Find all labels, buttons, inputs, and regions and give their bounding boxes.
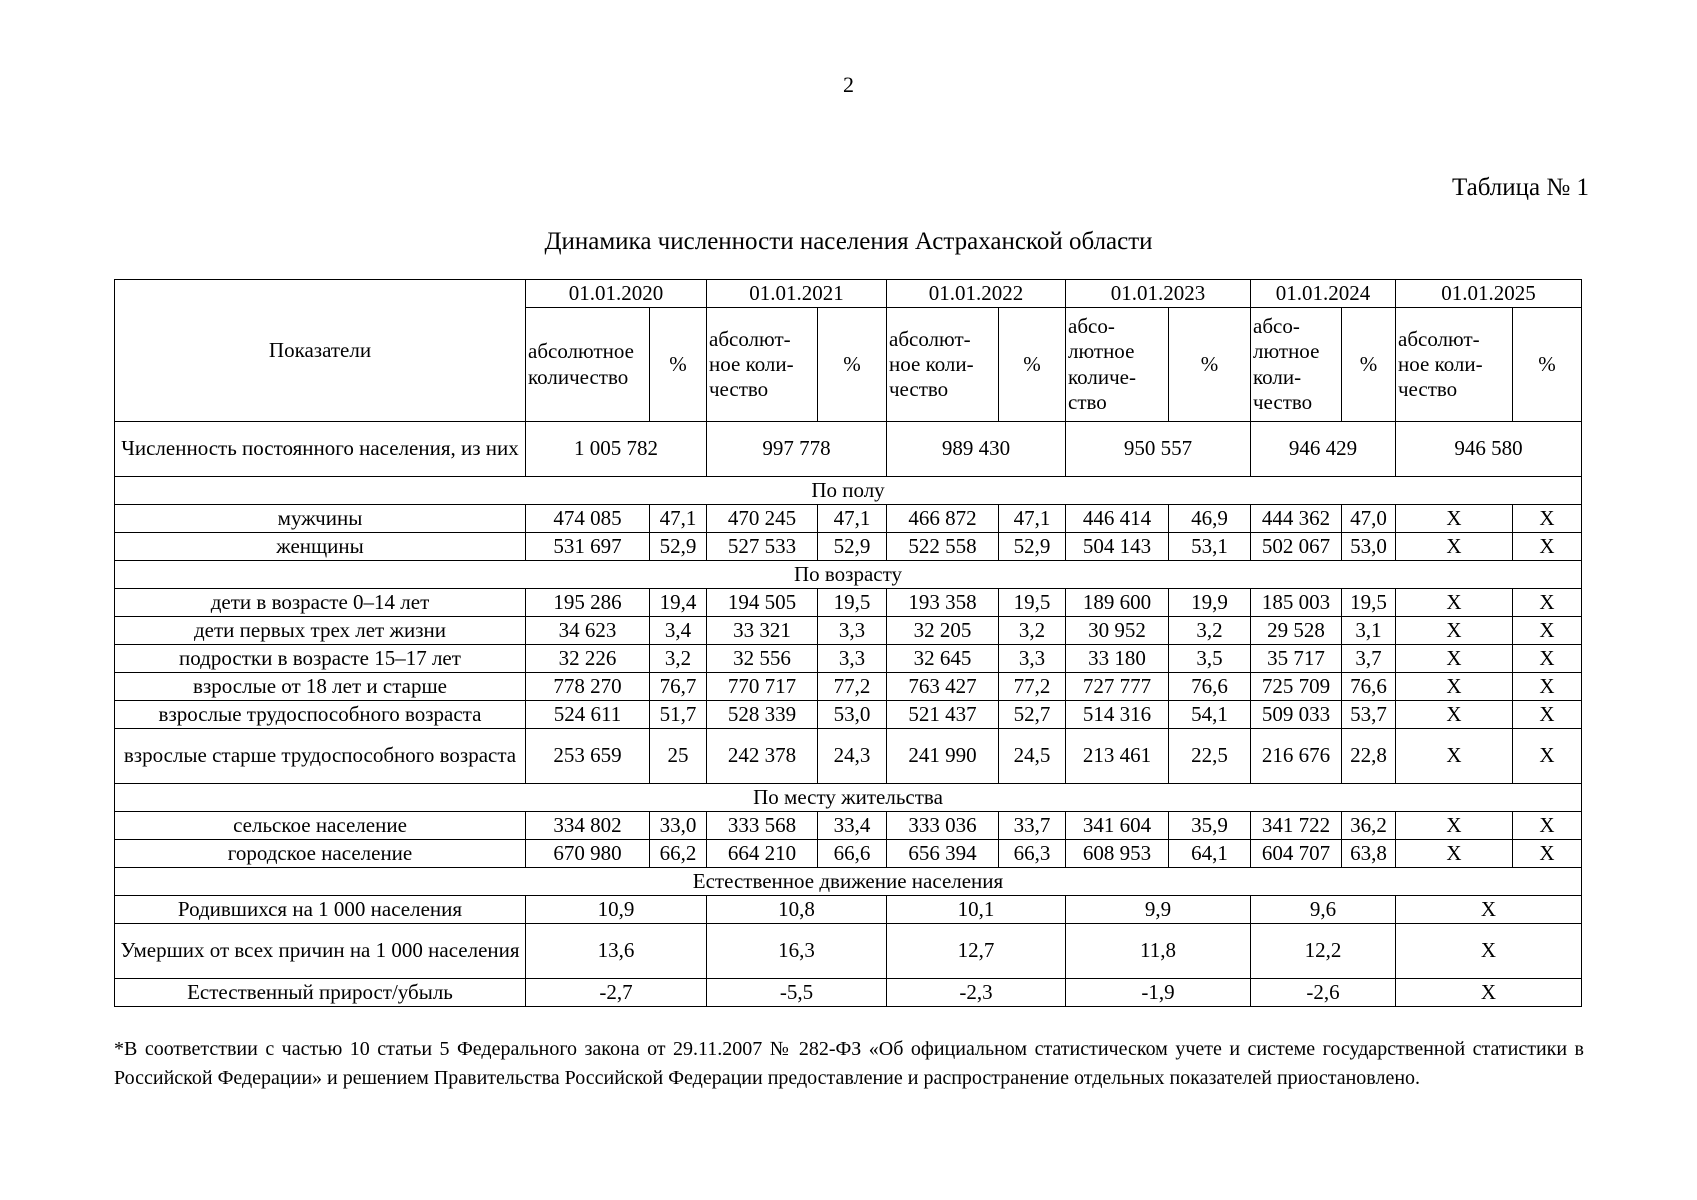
section-row-residence <box>115 784 1582 812</box>
date-header: 01.01.2021 <box>707 280 887 308</box>
abs-value: 656 394 <box>887 840 999 868</box>
rate-value: 10,1 <box>887 896 1066 924</box>
pct-value: 47,1 <box>818 505 887 533</box>
pct-value: 3,3 <box>818 645 887 673</box>
pct-value: 3,3 <box>999 645 1066 673</box>
pct-value: 52,9 <box>999 533 1066 561</box>
rate-value: 11,8 <box>1066 924 1251 979</box>
abs-value: 241 990 <box>887 729 999 784</box>
pct-value: X <box>1513 617 1582 645</box>
abs-value: 444 362 <box>1251 505 1342 533</box>
abs-value: 528 339 <box>707 701 818 729</box>
abs-value: 527 533 <box>707 533 818 561</box>
pct-value: 47,1 <box>999 505 1066 533</box>
pct-value: X <box>1513 673 1582 701</box>
abs-value: 32 226 <box>526 645 650 673</box>
pct-value: 51,7 <box>650 701 707 729</box>
abs-value: 604 707 <box>1251 840 1342 868</box>
abs-value: 466 872 <box>887 505 999 533</box>
abs-value: X <box>1396 701 1513 729</box>
rate-value: X <box>1396 896 1582 924</box>
row-label: Умерших от всех причин на 1 000 населения <box>115 924 526 979</box>
pct-value: 33,0 <box>650 812 707 840</box>
date-header: 01.01.2023 <box>1066 280 1251 308</box>
total-value: 946 429 <box>1251 422 1396 477</box>
section-heading: По полу <box>115 477 1582 505</box>
section-row-age <box>115 561 1582 589</box>
pct-value: 3,2 <box>999 617 1066 645</box>
abs-value: 35 717 <box>1251 645 1342 673</box>
abs-value: X <box>1396 617 1513 645</box>
pct-value: X <box>1513 505 1582 533</box>
abs-value: X <box>1396 533 1513 561</box>
pct-value: X <box>1513 645 1582 673</box>
rate-value: 10,8 <box>707 896 887 924</box>
pct-header: % <box>1513 308 1582 422</box>
pct-value: 33,7 <box>999 812 1066 840</box>
pct-value: 19,9 <box>1169 589 1251 617</box>
pct-value: 19,5 <box>999 589 1066 617</box>
section-row-natural <box>115 868 1582 896</box>
pct-value: 76,6 <box>1169 673 1251 701</box>
pct-header: % <box>650 308 707 422</box>
table-row <box>115 979 1582 1007</box>
rate-value: -5,5 <box>707 979 887 1007</box>
abs-value: 253 659 <box>526 729 650 784</box>
pct-value: 3,1 <box>1342 617 1396 645</box>
page-number: 2 <box>843 72 854 97</box>
pct-value: X <box>1513 729 1582 784</box>
abs-value: 502 067 <box>1251 533 1342 561</box>
pct-value: 22,5 <box>1169 729 1251 784</box>
rate-value: -2,3 <box>887 979 1066 1007</box>
rate-value: 12,7 <box>887 924 1066 979</box>
abs-value: 509 033 <box>1251 701 1342 729</box>
abs-value: 670 980 <box>526 840 650 868</box>
abs-value: 32 645 <box>887 645 999 673</box>
table-row <box>115 645 1582 673</box>
rate-value: 10,9 <box>526 896 707 924</box>
abs-value: 30 952 <box>1066 617 1169 645</box>
pct-value: 63,8 <box>1342 840 1396 868</box>
pct-value: X <box>1513 840 1582 868</box>
footnote: *В соответствии с частью 10 статьи 5 Федерального закона от 29.11.2007 № 282-ФЗ «Об официальном статистическом учете и системе государственной статистики в Российской Федерации» и решением Правительства Российской Федерации предоставление и распространение отдельных показателей приостановлено. <box>114 1038 1584 1089</box>
abs-value: 522 558 <box>887 533 999 561</box>
total-value: 1 005 782 <box>526 422 707 477</box>
rate-value: 9,9 <box>1066 896 1251 924</box>
abs-value: 32 205 <box>887 617 999 645</box>
pct-value: 76,7 <box>650 673 707 701</box>
row-label: Родившихся на 1 000 населения <box>115 896 526 924</box>
abs-value: 504 143 <box>1066 533 1169 561</box>
header-dates-row <box>115 280 1582 308</box>
abs-value: 193 358 <box>887 589 999 617</box>
pct-value: 3,4 <box>650 617 707 645</box>
abs-value: 216 676 <box>1251 729 1342 784</box>
table-row <box>115 617 1582 645</box>
abs-value: 514 316 <box>1066 701 1169 729</box>
date-header: 01.01.2024 <box>1251 280 1396 308</box>
pct-header: % <box>818 308 887 422</box>
abs-value: 470 245 <box>707 505 818 533</box>
abs-value: 34 623 <box>526 617 650 645</box>
pct-value: 52,7 <box>999 701 1066 729</box>
pct-header: % <box>1342 308 1396 422</box>
pct-header: % <box>1169 308 1251 422</box>
pct-value: X <box>1513 533 1582 561</box>
table-row <box>115 729 1582 784</box>
abs-value: X <box>1396 812 1513 840</box>
abs-value: 531 697 <box>526 533 650 561</box>
section-heading: По возрасту <box>115 561 1582 589</box>
table-row <box>115 673 1582 701</box>
table-row <box>115 840 1582 868</box>
abs-value: 194 505 <box>707 589 818 617</box>
abs-value: X <box>1396 505 1513 533</box>
row-label: городское население <box>115 840 526 868</box>
rate-value: 13,6 <box>526 924 707 979</box>
abs-value: X <box>1396 729 1513 784</box>
total-value: 950 557 <box>1066 422 1251 477</box>
pct-header: % <box>999 308 1066 422</box>
pct-value: X <box>1513 812 1582 840</box>
pct-value: 19,5 <box>1342 589 1396 617</box>
section-row-sex <box>115 477 1582 505</box>
total-row <box>115 422 1582 477</box>
table-row <box>115 505 1582 533</box>
pct-value: 25 <box>650 729 707 784</box>
pct-value: 54,1 <box>1169 701 1251 729</box>
abs-value: 33 180 <box>1066 645 1169 673</box>
abs-header: абсо-лютное коли-чество <box>1251 308 1342 422</box>
pct-value: 76,6 <box>1342 673 1396 701</box>
pct-value: 3,3 <box>818 617 887 645</box>
pct-value: 77,2 <box>818 673 887 701</box>
table-row <box>115 589 1582 617</box>
pct-value: 46,9 <box>1169 505 1251 533</box>
pct-value: 3,2 <box>1169 617 1251 645</box>
abs-value: 242 378 <box>707 729 818 784</box>
pct-value: 47,0 <box>1342 505 1396 533</box>
abs-header: абсолютное количество <box>526 308 650 422</box>
row-label: Естественный прирост/убыль <box>115 979 526 1007</box>
pct-value: 77,2 <box>999 673 1066 701</box>
row-label: женщины <box>115 533 526 561</box>
total-value: 946 580 <box>1396 422 1582 477</box>
abs-value: 664 210 <box>707 840 818 868</box>
pct-value: 33,4 <box>818 812 887 840</box>
table-row <box>115 896 1582 924</box>
table-title: Динамика численности населения Астраханской области <box>544 228 1153 255</box>
abs-value: 33 321 <box>707 617 818 645</box>
abs-value: X <box>1396 589 1513 617</box>
pct-value: 66,6 <box>818 840 887 868</box>
pct-value: 3,7 <box>1342 645 1396 673</box>
pct-value: 3,2 <box>650 645 707 673</box>
total-value: 997 778 <box>707 422 887 477</box>
abs-value: 474 085 <box>526 505 650 533</box>
total-value: 989 430 <box>887 422 1066 477</box>
rate-value: -1,9 <box>1066 979 1251 1007</box>
abs-value: 333 568 <box>707 812 818 840</box>
abs-value: 341 722 <box>1251 812 1342 840</box>
section-heading: Естественное движение населения <box>115 868 1582 896</box>
rate-value: -2,6 <box>1251 979 1396 1007</box>
pct-value: X <box>1513 701 1582 729</box>
pct-value: 19,4 <box>650 589 707 617</box>
pct-value: 52,9 <box>650 533 707 561</box>
abs-header: абсолют-ное коли-чество <box>707 308 818 422</box>
pct-value: 53,0 <box>1342 533 1396 561</box>
abs-value: 213 461 <box>1066 729 1169 784</box>
pct-value: 66,2 <box>650 840 707 868</box>
rate-value: 16,3 <box>707 924 887 979</box>
abs-value: 524 611 <box>526 701 650 729</box>
rate-value: -2,7 <box>526 979 707 1007</box>
rate-value: X <box>1396 979 1582 1007</box>
pct-value: 47,1 <box>650 505 707 533</box>
abs-value: X <box>1396 645 1513 673</box>
row-label: взрослые от 18 лет и старше <box>115 673 526 701</box>
pct-value: 36,2 <box>1342 812 1396 840</box>
pct-value: 3,5 <box>1169 645 1251 673</box>
abs-value: 32 556 <box>707 645 818 673</box>
pct-value: 53,1 <box>1169 533 1251 561</box>
abs-value: 770 717 <box>707 673 818 701</box>
abs-header: абсолют-ное коли-чество <box>1396 308 1513 422</box>
abs-value: 446 414 <box>1066 505 1169 533</box>
row-label: дети в возрасте 0–14 лет <box>115 589 526 617</box>
abs-value: X <box>1396 673 1513 701</box>
abs-value: 725 709 <box>1251 673 1342 701</box>
pct-value: 35,9 <box>1169 812 1251 840</box>
section-heading: По месту жительства <box>115 784 1582 812</box>
abs-value: 608 953 <box>1066 840 1169 868</box>
row-label: Численность постоянного населения, из них <box>115 422 526 477</box>
abs-value: 727 777 <box>1066 673 1169 701</box>
abs-value: 333 036 <box>887 812 999 840</box>
abs-header: абсолют-ное коли-чество <box>887 308 999 422</box>
population-table <box>114 279 1582 1007</box>
pct-value: 64,1 <box>1169 840 1251 868</box>
pct-value: 24,5 <box>999 729 1066 784</box>
rate-value: 12,2 <box>1251 924 1396 979</box>
date-header: 01.01.2022 <box>887 280 1066 308</box>
pct-value: X <box>1513 589 1582 617</box>
pct-value: 53,7 <box>1342 701 1396 729</box>
indicator-header: Показатели <box>115 280 526 422</box>
date-header: 01.01.2020 <box>526 280 707 308</box>
abs-value: 521 437 <box>887 701 999 729</box>
table-row <box>115 924 1582 979</box>
row-label: взрослые трудоспособного возраста <box>115 701 526 729</box>
abs-value: 189 600 <box>1066 589 1169 617</box>
abs-value: 778 270 <box>526 673 650 701</box>
row-label: подростки в возрасте 15–17 лет <box>115 645 526 673</box>
row-label: взрослые старше трудоспособного возраста <box>115 729 526 784</box>
abs-value: 29 528 <box>1251 617 1342 645</box>
abs-value: 195 286 <box>526 589 650 617</box>
date-header: 01.01.2025 <box>1396 280 1582 308</box>
abs-header: абсо-лютное количе-ство <box>1066 308 1169 422</box>
row-label: дети первых трех лет жизни <box>115 617 526 645</box>
row-label: сельское население <box>115 812 526 840</box>
rate-value: X <box>1396 924 1582 979</box>
table-row <box>115 812 1582 840</box>
abs-value: X <box>1396 840 1513 868</box>
rate-value: 9,6 <box>1251 896 1396 924</box>
abs-value: 763 427 <box>887 673 999 701</box>
pct-value: 66,3 <box>999 840 1066 868</box>
pct-value: 19,5 <box>818 589 887 617</box>
table-row <box>115 701 1582 729</box>
pct-value: 22,8 <box>1342 729 1396 784</box>
table-number: Таблица № 1 <box>1451 174 1589 201</box>
abs-value: 185 003 <box>1251 589 1342 617</box>
pct-value: 24,3 <box>818 729 887 784</box>
abs-value: 334 802 <box>526 812 650 840</box>
table-row <box>115 533 1582 561</box>
pct-value: 53,0 <box>818 701 887 729</box>
abs-value: 341 604 <box>1066 812 1169 840</box>
pct-value: 52,9 <box>818 533 887 561</box>
row-label: мужчины <box>115 505 526 533</box>
